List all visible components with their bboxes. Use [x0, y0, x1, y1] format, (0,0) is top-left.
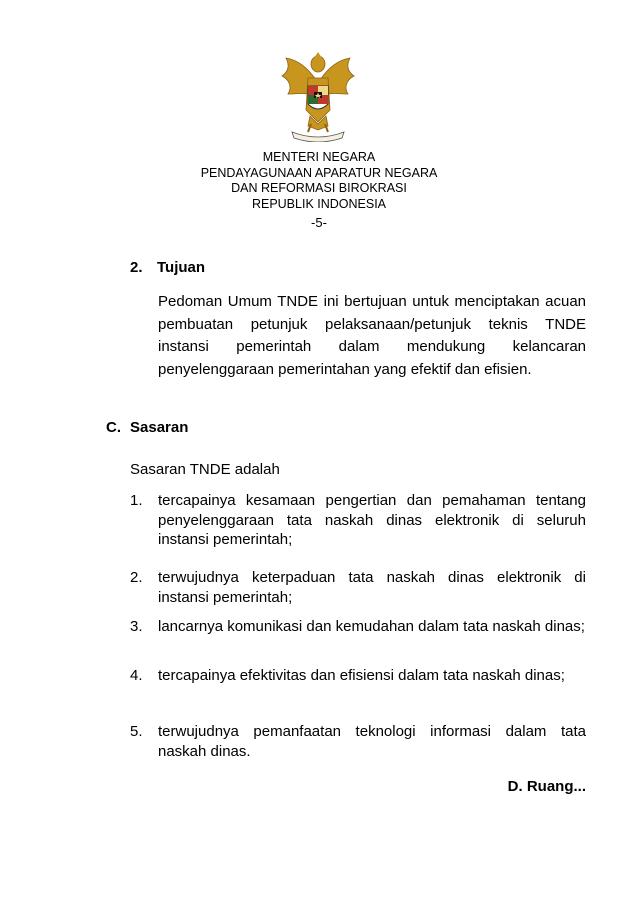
letterhead-line: PENDAYAGUNAAN APARATUR NEGARA [200, 165, 438, 180]
list-item-text: lancarnya komunikasi dan kemudahan dalam tata naskah dinas; [158, 618, 585, 635]
list-item-text: tercapainya efektivitas dan efisiensi dalam tata naskah dinas; [158, 667, 565, 684]
list-item-text: terwujudnya pemanfaatan teknologi informasi dalam tata naskah dinas. [158, 723, 586, 760]
section-title: Sasaran [130, 419, 189, 436]
letterhead [0, 150, 638, 212]
section-letter: C. [106, 419, 121, 436]
list-item-number: 5. [130, 723, 143, 740]
section-number: 2. [130, 259, 143, 276]
list-item-number: 3. [130, 618, 143, 635]
sasaran-intro: Sasaran TNDE adalah [130, 461, 280, 478]
section-title: Tujuan [157, 259, 206, 276]
letterhead-line: DAN REFORMASI BIROKRASI [231, 181, 407, 195]
tujuan-paragraph: Pedoman Umum TNDE ini bertujuan untuk menciptakan acuan pembuatan petunjuk pelaksanaan/petunjuk teknis TNDE instansi pemerintah dalam mendukung kelancaran penyelenggaraan pemerintahan yang efektif dan efisien. [158, 293, 586, 379]
list-item-number: 2. [130, 569, 143, 586]
garuda-emblem-icon [278, 50, 358, 142]
next-page-reference: D. Ruang... [507, 778, 586, 795]
list-item-number: 4. [130, 667, 143, 684]
letterhead-line: REPUBLIK INDONESIA [251, 196, 387, 211]
letterhead-line: MENTERI NEGARA [262, 150, 376, 164]
list-item-text: terwujudnya keterpaduan tata naskah dinas elektronik di instansi pemerintah; [158, 569, 586, 606]
list-item-text: tercapainya kesamaan pengertian dan pemahaman tentang penyelenggaraan tata naskah dinas elektronik di seluruh instansi pemerintah; [158, 492, 586, 548]
list-item-number: 1. [130, 492, 143, 509]
page-number: -5- [311, 215, 327, 230]
